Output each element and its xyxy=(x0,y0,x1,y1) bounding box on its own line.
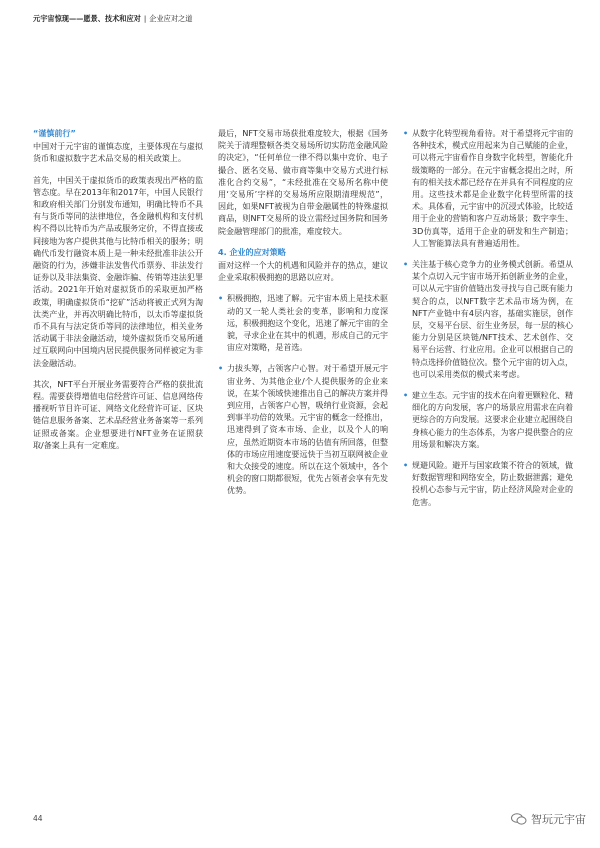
list-item-text: 积极拥抱，迅速了解。元宇宙本质上是技术驱动的又一轮人类社会的变革，影响和力度深远，积极拥抱这个变化，迅速了解元宇宙的全貌，寻求企业在其中的机遇，形成自己的元宇宙应对策略，是首选。 xyxy=(227,294,388,353)
bullet-icon: • xyxy=(218,294,224,304)
bullet-icon: • xyxy=(403,129,409,138)
header-divider: | xyxy=(143,14,147,23)
list-item-text: 力拔头筹，占领客户心智。对于希望开展元宇宙业务、为其他企业/个人提供服务的企业来说，在某个领域快速推出自己的解决方案并得到应用，占领客户心智，吸纳行业资源，会起到事半功倍的效果。元宇宙的概念一经推出，迅速得到了资本市场、企业，以及个人的响应，虽然近期资本市场的估值有所回落，但整体的市场应用速度要远快于当初互联网被企业和大众接受的速度。所以在这个领域中，各个机会的窗口期都很短，优先占领者会享有先发优势。 xyxy=(227,364,388,496)
paragraph: 中国对于元宇宙的谨慎态度，主要体现在与虚拟货币和虚拟数字艺术品交易的相关政策上。 xyxy=(33,142,203,164)
column-right xyxy=(403,128,573,518)
brand-watermark xyxy=(511,811,586,827)
strategy-list-continued xyxy=(403,128,573,509)
wechat-icon xyxy=(511,813,527,825)
column-middle xyxy=(218,128,388,507)
strategy-list xyxy=(218,293,388,497)
paragraph: 其次，NFT平台开展业务需要符合严格的获批流程。需要获得增值电信经营许可证、信息网络传播视听节目许可证、网络文化经营许可证、区块链信息服务备案、艺术品经营业务备案等一系列证照或备案。企业想要进行NFT业务在证照获取/备案上具有一定难度。 xyxy=(33,379,203,450)
list-item xyxy=(403,390,573,451)
list-item xyxy=(403,128,573,250)
page-number: 44 xyxy=(33,814,43,823)
list-item-text: 规避风险。避开与国家政策不符合的领域，做好数据管理和网络安全，防止数据泄露；避免投机心态参与元宇宙，防止经济风险对企业的危害。 xyxy=(412,461,573,507)
header-subtitle: 企业应对之道 xyxy=(149,14,193,23)
list-item xyxy=(218,293,388,354)
bullet-icon: • xyxy=(403,260,409,270)
brand-name: 智玩元宇宙 xyxy=(531,813,586,826)
header-title: 元宇宙惊现——愿景、技术和应对 xyxy=(33,14,141,23)
bullet-icon: • xyxy=(403,391,409,401)
paragraph: 首先，中国关于虚拟货币的政策表现出严格的监管态度。早在2013年和2017年，中国人民银行和政府相关部门分别发布通知，明确比特币不具有与货币等同的法律地位，各金融机构和支付机构不得以比特币为产品或服务定价，不得直接或间接地为客户提供其他与比特币相关的服务；明确代币发行融资本质上是一种未经批准非法公开融资的行为，涉嫌非法发售代币票券、非法发行证券以及非法集资、金融诈骗、传销等违法犯罪活动。2021年开始对虚拟货币的采取更加严格政策，明确虚拟货币“挖矿”活动将被正式列为淘汰类产业，并再次明确比特币，以太币等虚拟货币不具有与法定货币等同的法律地位，相关业务活动属于非法金融活动，境外虚拟货币交易所通过互联网向中国境内居民提供服务同样被定为非法金融活动。 xyxy=(33,175,203,368)
list-item xyxy=(403,460,573,509)
list-item-text: 从数字化转型视角看待。对于希望将元宇宙的各种技术，模式应用起来为自己赋能的企业，可以将元宇宙看作自身数字化转型，智能化升级策略的一部分。在元宇宙概念提出之时，所有的相关技术都已经存在并具有不同程度的应用。这些技术都是企业数字化转型所需的技术。具体看，元宇宙中的沉浸式体验，比较适用于企业的营销和客户互动场景；数字孪生、3D仿真等，适用于企业的研发和生产制造；人工智能算法具有普遍适用性。 xyxy=(412,129,573,248)
section-title-cautious: “谨慎前行” xyxy=(33,129,76,138)
bullet-icon: • xyxy=(218,364,224,374)
section-title-strategy: 4. 企业的应对策略 xyxy=(218,247,286,257)
paragraph: 最后，NFT交易市场获批难度较大，根据《国务院关于清理整顿各类交易场所切实防范金融风险的决定》，“任何单位一律不得以集中竞价、电子撮合、匿名交易、做市商等集中交易方式进行标准化合约交易”，“未经批准在交易所名称中使用‘交易所’字样的交易场所应限期清理规范”，因此，如果NFT被视为自带金融属性的特殊虚拟商品，则NFT交易所的设立需经过国务院和国务院金融管理部门的批准，难度较大。 xyxy=(218,129,388,236)
paragraph-intro: 面对这样一个大的机遇和风险并存的热点，建议企业采取积极拥抱的思路以应对。 xyxy=(218,261,388,283)
list-item xyxy=(403,259,573,381)
list-item xyxy=(218,363,388,497)
bullet-icon: • xyxy=(403,461,409,471)
list-item-text: 建立生态。元宇宙的技术在向着更颗粒化、精细化的方向发展，客户的场景应用需求在向着更综合的方向发展。这要求企业建立起围绕自身核心能力的生态体系，为客户提供整合的应用场景和解决方案。 xyxy=(412,391,573,449)
running-header xyxy=(33,14,580,24)
column-left xyxy=(33,128,203,461)
list-item-text: 关注基于核心竞争力的业务模式创新。希望从某个点切入元宇宙市场开拓创新业务的企业，可以从元宇宙价值链出发寻找与自己既有能力契合的点，以NFT数字艺术品市场为例，在NFT产业链中有4层内容，基础实施层，创作层，交易平台层、衍生业务层，每一层的核心能力分别是区块链/NFT技术、艺术创作、交易平台运营、行业应用。企业可以根据自己的特点选择价值链位次。整个元宇宙的切入点，也可以采用类似的模式来考虑。 xyxy=(412,260,573,379)
